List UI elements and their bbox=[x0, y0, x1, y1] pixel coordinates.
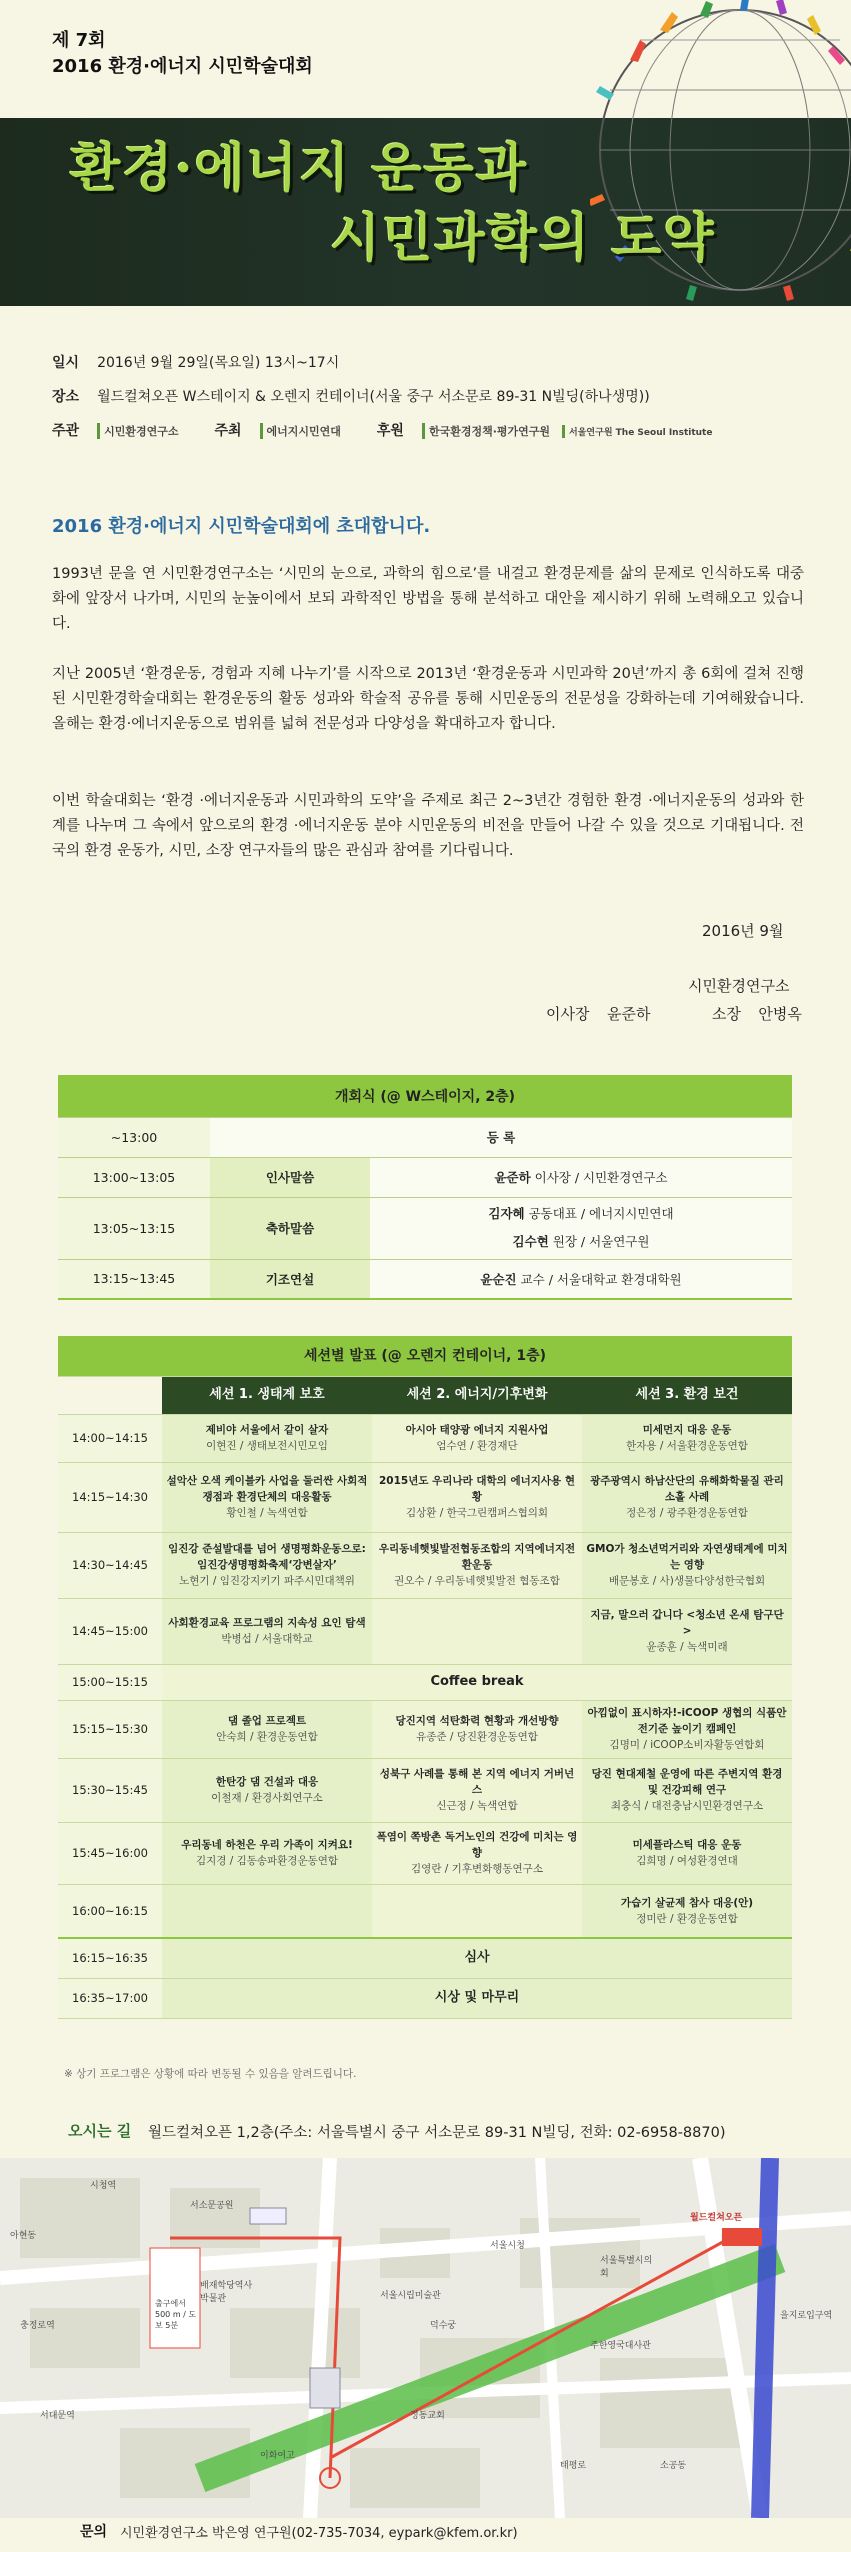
banner-title-line2: 시민과학의 도약 bbox=[330, 208, 716, 269]
sponsor-logo-kei: 한국환경정책·평가연구원 bbox=[422, 423, 550, 439]
talk-presenter: 이철재 / 환경사회연구소 bbox=[211, 1792, 323, 1804]
session-time: 16:15~16:35 bbox=[58, 1938, 162, 1978]
opening-title: 개회식 (@ W스테이지, 2층) bbox=[58, 1075, 792, 1117]
talk-title: 우리동네햇빛발전협동조합의 지역에너지전환운동 bbox=[378, 1543, 576, 1571]
host-logo: 시민환경연구소 bbox=[97, 423, 178, 439]
opening-category: 인사말씀 bbox=[210, 1157, 370, 1197]
speaker-line bbox=[370, 1228, 792, 1256]
sessions-table bbox=[58, 1336, 792, 2019]
opening-speaker bbox=[370, 1157, 792, 1197]
speaker-name: 윤준하 bbox=[494, 1170, 531, 1185]
opening-table bbox=[58, 1075, 792, 1300]
session-cell bbox=[582, 1884, 792, 1938]
talk-title: 지금, 말으러 갑니다 <청소년 온새 탐구단> bbox=[590, 1609, 784, 1637]
conference-title: 2016 환경·에너지 시민학술대회 bbox=[52, 56, 313, 77]
venue-label: 장소 bbox=[52, 389, 80, 405]
session-cell bbox=[372, 1462, 582, 1532]
talk-presenter: 정은정 / 광주환경운동연합 bbox=[626, 1507, 748, 1519]
session-cell bbox=[582, 1462, 792, 1532]
table-row bbox=[58, 1664, 792, 1700]
letter-org: 시민환경연구소 bbox=[688, 977, 790, 995]
cohost-logo: 에너지시민연대 bbox=[260, 423, 341, 439]
info-organizers bbox=[52, 420, 712, 440]
session-cell bbox=[372, 1532, 582, 1598]
speaker-affiliation: 이사장 / 시민환경연구소 bbox=[530, 1170, 668, 1185]
session-time: 14:45~15:00 bbox=[58, 1598, 162, 1664]
directions-label: 오시는 길 bbox=[68, 2122, 132, 2140]
directions-text: 월드컬쳐오픈 1,2층(주소: 서울특별시 중구 서소문로 89-31 N빌딩, 전화: 02-6958-8870) bbox=[148, 2125, 726, 2141]
banner-title-line1: 환경·에너지 운동과 bbox=[70, 138, 529, 199]
speaker-name: 김수현 bbox=[512, 1234, 549, 1249]
map-label: 서울특별시의회 bbox=[600, 2256, 653, 2279]
session-cell bbox=[372, 1414, 582, 1462]
talk-title: 미세먼지 대응 운동 bbox=[642, 1424, 732, 1436]
location-map[interactable] bbox=[0, 2158, 851, 2518]
talk-title: 아낌없이 표시하자!-iCOOP 생협의 식품안전기준 높이기 캠페인 bbox=[587, 1707, 787, 1735]
table-row bbox=[58, 1157, 792, 1197]
table-row bbox=[58, 1700, 792, 1758]
session-time: 15:45~16:00 bbox=[58, 1822, 162, 1884]
speaker-affiliation: 교수 / 서울대학교 환경대학원 bbox=[516, 1271, 682, 1287]
letter-paragraph-2: 지난 2005년 ‘환경운동, 경험과 지혜 나누기’를 시작으로 2013년 ‘환경운동과 시민과학 20년’까지 총 6회에 걸쳐 진행된 시민환경학술대회는 환경운동의 활동 성과와 학술적 공유를 통해 시민운동의 전문성을 강화하는데 기여해왔습니다. 올해는 환경·에너지운동으로 범위를 넓혀 전문성과 다양성을 확대하고자 합니다. bbox=[52, 666, 804, 732]
speaker-affiliation: 원장 / 서울연구원 bbox=[548, 1234, 650, 1249]
talk-presenter: 박병섭 / 서울대학교 bbox=[221, 1633, 313, 1645]
map-label: 서울시립미술관 bbox=[380, 2291, 441, 2301]
opening-time: 13:15~13:45 bbox=[58, 1259, 210, 1299]
speaker-affiliation: 공동대표 / 에너지시민연대 bbox=[524, 1206, 674, 1221]
edition: 제 7회 bbox=[52, 30, 106, 51]
map-label: 정동교회 bbox=[410, 2411, 445, 2421]
talk-presenter: 이현진 / 생태보전시민모임 bbox=[206, 1440, 328, 1452]
talk-presenter: 권오수 / 우리동네햇빛발전 협동조합 bbox=[394, 1575, 560, 1587]
session-cell bbox=[582, 1822, 792, 1884]
talk-presenter: 윤종훈 / 녹색미래 bbox=[646, 1641, 728, 1653]
table-row bbox=[58, 1978, 792, 2018]
talk-presenter: 한자용 / 서울환경운동연합 bbox=[626, 1440, 748, 1452]
talk-title: 광주광역시 하남산단의 유해화학물질 관리소홀 사례 bbox=[590, 1475, 784, 1503]
talk-title: 제비야 서울에서 같이 살자 bbox=[205, 1424, 329, 1436]
table-row bbox=[58, 1197, 792, 1259]
invite-heading: 2016 환경·에너지 시민학술대회에 초대합니다. bbox=[52, 516, 431, 537]
session-time: 15:30~15:45 bbox=[58, 1758, 162, 1822]
contact-label: 문의 bbox=[80, 2524, 108, 2540]
talk-presenter: 황인철 / 녹색연합 bbox=[226, 1507, 308, 1519]
letter-paragraph-1: 1993년 문을 연 시민환경연구소는 ‘시민의 눈으로, 과학의 힘으로’를 내걸고 환경문제를 삶의 문제로 인식하도록 대중화에 앞장서 나가며, 시민의 눈높이에서 보되 과학적인 방법을 통해 분석하고 대안을 제시하기 위해 노력해오고 있습니다. bbox=[52, 566, 804, 632]
map-label: 소공동 bbox=[660, 2461, 687, 2471]
session-header-3: 세션 3. 환경 보건 bbox=[582, 1376, 792, 1414]
destination-marker-icon bbox=[722, 2228, 762, 2246]
session-cell bbox=[162, 1532, 372, 1598]
host-label: 주관 bbox=[52, 423, 80, 439]
date-label: 일시 bbox=[52, 355, 80, 371]
session-time: 15:00~15:15 bbox=[58, 1664, 162, 1700]
talk-title: 가습기 살균제 참사 대응(안) bbox=[620, 1896, 754, 1909]
header bbox=[0, 0, 851, 310]
speaker-name: 김자혜 bbox=[488, 1206, 525, 1221]
table-row bbox=[58, 1117, 792, 1157]
letter-date: 2016년 9월 bbox=[702, 922, 784, 940]
talk-title: 당진지역 석탄화력 현황과 개선방향 bbox=[395, 1715, 559, 1727]
info-venue bbox=[52, 386, 650, 406]
session-cell bbox=[372, 1822, 582, 1884]
session-cell bbox=[162, 1462, 372, 1532]
session-cell bbox=[582, 1598, 792, 1664]
talk-title: 우리동네 하천은 우리 가족이 지켜요! bbox=[181, 1839, 353, 1851]
talk-presenter: 배문봉호 / 사)생물다양성한국협회 bbox=[608, 1575, 766, 1587]
sponsor-label: 후원 bbox=[376, 423, 404, 439]
session-cell bbox=[372, 1758, 582, 1822]
talk-title: 한탄강 댐 건설과 대응 bbox=[215, 1776, 319, 1788]
table-row bbox=[58, 1758, 792, 1822]
talk-title: 폭염이 쪽방촌 독거노인의 건강에 미치는 영향 bbox=[376, 1831, 578, 1859]
session-time: 14:30~14:45 bbox=[58, 1532, 162, 1598]
speaker-name: 윤순진 bbox=[480, 1271, 517, 1287]
coffee-break: Coffee break bbox=[162, 1664, 792, 1700]
opening-category: 축하말씀 bbox=[210, 1197, 370, 1259]
session-cell bbox=[372, 1598, 582, 1664]
talk-presenter: 김명미 / iCOOP소비자활동연합회 bbox=[609, 1739, 765, 1751]
table-row bbox=[58, 1598, 792, 1664]
talk-presenter: 최충식 / 대전충남시민환경연구소 bbox=[610, 1800, 764, 1812]
session-cell bbox=[582, 1414, 792, 1462]
session-cell bbox=[582, 1700, 792, 1758]
session-cell bbox=[582, 1532, 792, 1598]
opening-speaker bbox=[370, 1259, 792, 1299]
speaker-line bbox=[370, 1200, 792, 1228]
program-note: ※ 상기 프로그램은 상황에 따라 변동될 수 있음을 알려드립니다. bbox=[64, 2068, 357, 2080]
talk-title: 미세플라스틱 대응 운동 bbox=[632, 1839, 742, 1851]
talk-title: 2015년도 우리나라 대학의 에너지사용 현황 bbox=[379, 1475, 575, 1503]
judging: 심사 bbox=[162, 1938, 792, 1978]
map-label: 시청역 bbox=[90, 2181, 117, 2191]
table-row bbox=[58, 1532, 792, 1598]
map-label: 서대문역 bbox=[40, 2411, 75, 2421]
session-cell bbox=[162, 1700, 372, 1758]
session-time: 15:15~15:30 bbox=[58, 1700, 162, 1758]
cohost-label: 주최 bbox=[214, 423, 242, 439]
map-label: 배재학당역사박물관 bbox=[200, 2281, 253, 2304]
talk-title: 설악산 오색 케이블카 사업을 둘러싼 사회적 쟁점과 환경단체의 대응활동 bbox=[166, 1475, 368, 1503]
opening-time: 13:05~13:15 bbox=[58, 1197, 210, 1259]
map-walk-legend: 출구에서 500 m / 도보 5분 bbox=[155, 2299, 197, 2330]
talk-presenter: 유종준 / 당진환경운동연합 bbox=[416, 1731, 538, 1743]
talk-presenter: 안숙희 / 환경운동연합 bbox=[216, 1731, 318, 1743]
talk-presenter: 김지경 / 김동송파환경운동연합 bbox=[195, 1855, 339, 1867]
table-row bbox=[58, 1822, 792, 1884]
talk-title: 임진강 준설발대를 넘어 생명평화운동으로:임진강생명평화축제‘강변살자’ bbox=[168, 1543, 366, 1571]
contact-text: 시민환경연구소 박은영 연구원(02-735-7034, eypark@kfem.or.kr) bbox=[120, 2526, 518, 2541]
session-cell bbox=[582, 1758, 792, 1822]
session-cell bbox=[162, 1884, 372, 1938]
session-cell bbox=[162, 1598, 372, 1664]
session-time: 14:15~14:30 bbox=[58, 1462, 162, 1532]
opening-speaker bbox=[370, 1197, 792, 1259]
opening-time: 13:00~13:05 bbox=[58, 1157, 210, 1197]
map-label: 아현동 bbox=[10, 2231, 37, 2241]
session-cell bbox=[162, 1414, 372, 1462]
map-label: 서소문공원 bbox=[190, 2201, 234, 2211]
talk-title: 댐 졸업 프로젝트 bbox=[227, 1715, 307, 1727]
talk-presenter: 김영란 / 기후변화행동연구소 bbox=[411, 1863, 543, 1875]
talk-presenter: 노현기 / 임진강지키기 파주시민대책위 bbox=[179, 1575, 355, 1587]
opening-time: ~13:00 bbox=[58, 1117, 210, 1157]
table-row bbox=[58, 1259, 792, 1299]
talk-title: 성북구 사례를 통해 본 지역 에너지 거버넌스 bbox=[379, 1768, 575, 1796]
session-time: 16:00~16:15 bbox=[58, 1884, 162, 1938]
session-time: 14:00~14:15 bbox=[58, 1414, 162, 1462]
map-label: 주한영국대사관 bbox=[590, 2341, 651, 2351]
table-row bbox=[58, 1414, 792, 1462]
table-row bbox=[58, 1938, 792, 1978]
session-time: 16:35~17:00 bbox=[58, 1978, 162, 2018]
letter-paragraph-3: 이번 학술대회는 ‘환경 ·에너지운동과 시민과학의 도약’을 주제로 최근 2~3년간 경험한 환경 ·에너지운동의 성과와 한계를 나누며 그 속에서 앞으로의 환경 ·에너지운동 분야 시민운동의 비전을 만들어 나갈 수 있을 것으로 기대됩니다. 전국의 환경 운동가, 시민, 소장 연구자들의 많은 관심과 참여를 기다립니다. bbox=[52, 793, 804, 859]
sponsor-logo-seoul: 서울연구원 The Seoul Institute bbox=[562, 425, 712, 438]
map-label: 덕수궁 bbox=[430, 2321, 457, 2331]
talk-title: 사회환경교육 프로그램의 지속성 요인 탐색 bbox=[168, 1617, 366, 1629]
session-header-blank bbox=[58, 1376, 162, 1414]
awards-closing: 시상 및 마무리 bbox=[162, 1978, 792, 2018]
talk-title: GMO가 청소년먹거리와 자연생태계에 미치는 영향 bbox=[586, 1543, 788, 1571]
talk-title: 아시아 태양광 에너지 지원사업 bbox=[405, 1424, 549, 1436]
talk-title: 당진 현대제철 운영에 따른 주변지역 환경 및 건강피해 연구 bbox=[591, 1768, 783, 1796]
map-destination-label: 월드컬쳐오픈 bbox=[690, 2213, 743, 2223]
talk-presenter: 김상환 / 한국그린캠퍼스협의회 bbox=[405, 1507, 549, 1519]
letter-signers: 이사장 윤준하 소장 안병옥 bbox=[546, 1005, 802, 1023]
table-row bbox=[58, 1884, 792, 1938]
talk-presenter: 신근정 / 녹색연합 bbox=[436, 1800, 518, 1812]
session-cell bbox=[372, 1700, 582, 1758]
sessions-title: 세션별 발표 (@ 오렌지 컨테이너, 1층) bbox=[58, 1336, 792, 1376]
session-cell bbox=[162, 1758, 372, 1822]
talk-presenter: 김희명 / 여성환경연대 bbox=[636, 1855, 738, 1867]
talk-presenter: 엄수연 / 환경재단 bbox=[436, 1440, 518, 1452]
map-label: 이화여고 bbox=[260, 2451, 295, 2461]
opening-registration: 등 록 bbox=[210, 1117, 792, 1157]
map-label: 태평로 bbox=[560, 2461, 587, 2471]
map-label: 충정로역 bbox=[20, 2321, 55, 2331]
opening-category: 기조연설 bbox=[210, 1259, 370, 1299]
info-date bbox=[52, 352, 339, 372]
date-value: 2016년 9월 29일(목요일) 13시~17시 bbox=[97, 355, 340, 371]
session-cell bbox=[372, 1884, 582, 1938]
session-header-2: 세션 2. 에너지/기후변화 bbox=[372, 1376, 582, 1414]
session-header-1: 세션 1. 생태계 보호 bbox=[162, 1376, 372, 1414]
venue-value: 월드컬쳐오픈 W스테이지 & 오렌지 컨테이너(서울 중구 서소문로 89-31 N빌딩(하나생명)) bbox=[97, 389, 650, 405]
session-cell bbox=[162, 1822, 372, 1884]
map-label: 을지로입구역 bbox=[780, 2311, 833, 2321]
talk-presenter: 정미란 / 환경운동연합 bbox=[636, 1912, 738, 1925]
table-row bbox=[58, 1462, 792, 1532]
map-label: 서울시청 bbox=[490, 2241, 525, 2251]
